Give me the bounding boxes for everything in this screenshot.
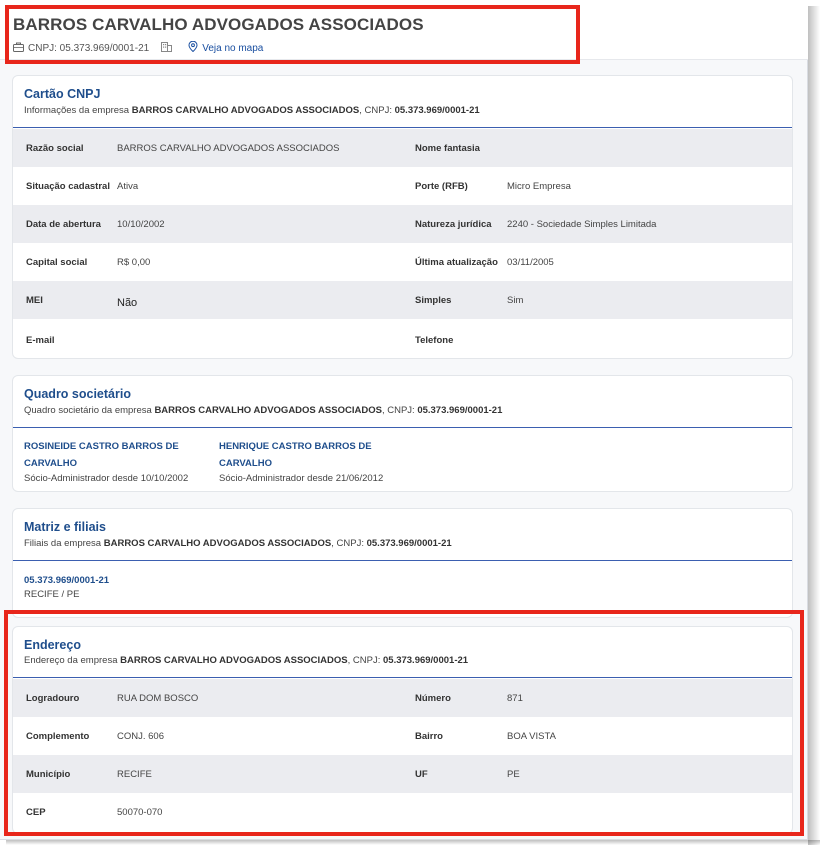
branch-cnpj[interactable]: 05.373.969/0001-21 bbox=[24, 575, 110, 586]
field-label: Natureza jurídica bbox=[415, 219, 492, 230]
cartao-info-row bbox=[13, 243, 792, 281]
field-value: CONJ. 606 bbox=[117, 731, 164, 742]
window-shadow-bottom bbox=[6, 840, 820, 845]
field-label: Data de abertura bbox=[26, 219, 101, 230]
field-value: 2240 - Sociedade Simples Limitada bbox=[507, 219, 657, 230]
window-shadow-right bbox=[808, 6, 820, 845]
field-label: Município bbox=[26, 769, 71, 780]
endereco-subtitle: Endereço da empresa BARROS CARVALHO ADVOGADOS ASSOCIADOS, CNPJ: 05.373.969/0001-21 bbox=[24, 655, 469, 666]
highlight-box-address bbox=[4, 610, 804, 836]
field-label: Número bbox=[415, 693, 451, 704]
field-label: Complemento bbox=[26, 731, 90, 742]
branch-item[interactable] bbox=[24, 575, 109, 600]
company-name: BARROS CARVALHO ADVOGADOS ASSOCIADOS bbox=[13, 15, 424, 34]
field-label: Razão social bbox=[26, 143, 84, 154]
cartao-divider bbox=[13, 127, 792, 128]
field-label: Situação cadastral bbox=[26, 181, 110, 192]
field-label: Nome fantasia bbox=[415, 143, 480, 154]
cartao-info-row bbox=[13, 129, 792, 167]
field-label: MEI bbox=[26, 295, 43, 306]
field-label: Simples bbox=[415, 295, 452, 306]
quadro-divider bbox=[13, 427, 792, 428]
partner-card[interactable] bbox=[219, 438, 383, 484]
field-label: UF bbox=[415, 769, 428, 780]
partner-role: Sócio-Administrador desde 10/10/2002 bbox=[24, 473, 189, 484]
partner-role: Sócio-Administrador desde 21/06/2012 bbox=[219, 473, 384, 484]
field-value: Sim bbox=[507, 295, 524, 306]
field-label: Bairro bbox=[415, 731, 443, 742]
map-link[interactable]: Veja no mapa bbox=[202, 42, 264, 54]
field-value: PE bbox=[507, 769, 520, 780]
field-value: Não bbox=[117, 297, 138, 309]
field-value: BARROS CARVALHO ADVOGADOS ASSOCIADOS bbox=[117, 143, 340, 154]
cartao-info-row bbox=[13, 319, 792, 357]
field-label: Capital social bbox=[26, 257, 88, 268]
quadro-subtitle: Quadro societário da empresa BARROS CARVALHO ADVOGADOS ASSOCIADOS, CNPJ: 05.373.969/0001-21 bbox=[24, 405, 503, 416]
field-label: E-mail bbox=[26, 335, 55, 346]
field-value: R$ 0,00 bbox=[117, 257, 151, 268]
field-label: CEP bbox=[26, 807, 46, 818]
field-value: BOA VISTA bbox=[507, 731, 556, 742]
field-value: 50070-070 bbox=[117, 807, 163, 818]
field-value: 03/11/2005 bbox=[507, 257, 554, 268]
field-label: Logradouro bbox=[26, 693, 80, 704]
field-label: Telefone bbox=[415, 335, 454, 346]
field-value: Ativa bbox=[117, 181, 139, 192]
cartao-cnpj-card bbox=[12, 75, 793, 359]
matriz-divider bbox=[13, 560, 792, 561]
cartao-title: Cartão CNPJ bbox=[24, 87, 101, 101]
field-label: Porte (RFB) bbox=[415, 181, 468, 192]
quadro-title: Quadro societário bbox=[24, 387, 131, 401]
cartao-info-row bbox=[13, 281, 792, 319]
endereco-title: Endereço bbox=[24, 638, 81, 652]
field-value: RUA DOM BOSCO bbox=[117, 693, 199, 704]
matriz-filiais-card bbox=[12, 508, 793, 618]
cnpj-text: CNPJ: 05.373.969/0001-21 bbox=[28, 42, 150, 54]
field-value: 871 bbox=[507, 693, 523, 704]
field-value: Micro Empresa bbox=[507, 181, 571, 192]
highlight-box-header bbox=[5, 5, 580, 64]
partner-name[interactable]: HENRIQUE CASTRO BARROS DE CARVALHO bbox=[219, 441, 372, 469]
matriz-subtitle: Filiais da empresa BARROS CARVALHO ADVOGADOS ASSOCIADOS, CNPJ: 05.373.969/0001-21 bbox=[24, 538, 452, 549]
cartao-subtitle: Informações da empresa BARROS CARVALHO ADVOGADOS ASSOCIADOS, CNPJ: 05.373.969/0001-21 bbox=[24, 105, 480, 116]
field-label: Última atualização bbox=[415, 257, 498, 268]
partner-card[interactable] bbox=[24, 438, 188, 484]
matriz-title: Matriz e filiais bbox=[24, 520, 106, 534]
quadro-societario-card bbox=[12, 375, 793, 492]
cartao-info-row bbox=[13, 167, 792, 205]
branch-location: RECIFE / PE bbox=[24, 589, 80, 600]
partner-name[interactable]: ROSINEIDE CASTRO BARROS DE CARVALHO bbox=[24, 441, 179, 469]
field-value: RECIFE bbox=[117, 769, 152, 780]
field-value: 10/10/2002 bbox=[117, 219, 165, 230]
cartao-info-row bbox=[13, 205, 792, 243]
